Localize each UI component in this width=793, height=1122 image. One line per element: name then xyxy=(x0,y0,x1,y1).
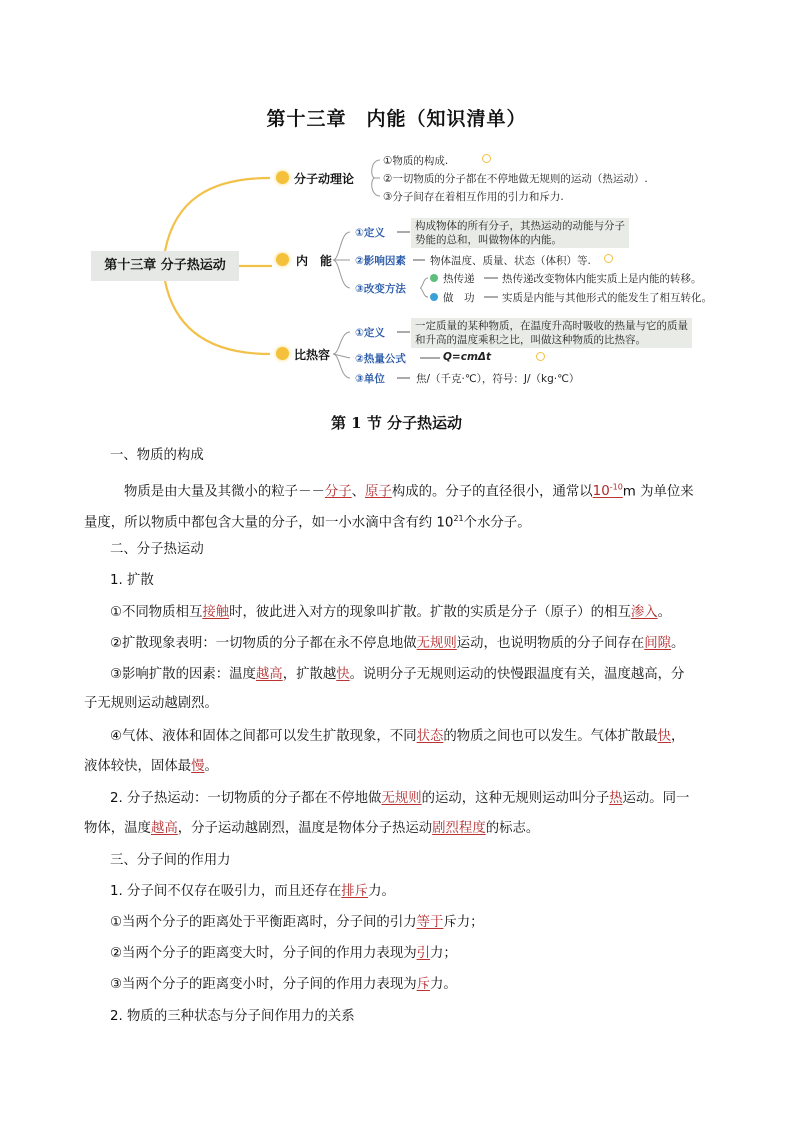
text: 液体较快，固体最 xyxy=(84,759,192,774)
underlined-answer: 引 xyxy=(416,946,430,961)
formula-text: Q=cmΔt xyxy=(443,351,492,363)
text: ， xyxy=(671,729,685,744)
definition-line: 和升高的温度乘积之比，叫做这种物质的比热容。 xyxy=(415,334,646,346)
factors-text: 物体温度、质量、状态（体积）等. xyxy=(430,255,591,267)
underlined-answer: 排斥 xyxy=(341,884,369,899)
underlined-answer: 越高 xyxy=(255,667,283,682)
text: 运动。同一 xyxy=(622,791,690,806)
bulb-icon xyxy=(276,253,289,266)
text: ②扩散现象表明：一切物质的分子都在永不停息地做 xyxy=(110,636,417,651)
section-title: 第 1 节 分子热运动 xyxy=(330,414,463,432)
paragraph-line: 2. 物质的三种状态与分子间作用力的关系 xyxy=(110,1009,355,1024)
text: 2. 分子热运动：一切物质的分子都在不停地做 xyxy=(110,791,382,806)
sub-definition: ①定义 xyxy=(355,227,385,239)
text: ，分子运动越剧烈，温度是物体分子热运动 xyxy=(177,821,433,836)
text: 的标志。 xyxy=(485,821,540,836)
definition-box xyxy=(411,218,629,248)
text: ③影响扩散的因素：温度 xyxy=(110,667,256,682)
text: 1. 分子间不仅存在吸引力，而且还存在 xyxy=(110,884,342,899)
text: ，扩散越 xyxy=(282,667,337,682)
text: 运动，也说明物质的分子间存在 xyxy=(456,636,645,651)
heading-1: 一、物质的构成 xyxy=(110,448,204,463)
heading-2: 二、分子热运动 xyxy=(110,542,204,557)
paragraph-line xyxy=(110,944,740,964)
circle-icon xyxy=(604,254,613,263)
sub-definition: ①定义 xyxy=(355,327,385,339)
text: m 为单位来 xyxy=(622,484,694,500)
text: ②当两个分子的距离变大时，分子间的作用力表现为 xyxy=(110,946,417,961)
text: 的运动，这种无规则运动叫分子 xyxy=(421,791,610,806)
paragraph-line xyxy=(110,727,740,747)
paragraph-line xyxy=(84,509,714,533)
underlined-answer: 间隙 xyxy=(644,636,672,651)
unit-text: 焦/（千克·℃），符号：J/（kg·℃） xyxy=(416,373,580,385)
circle-icon xyxy=(536,352,545,361)
underlined-answer: 越高 xyxy=(150,821,178,836)
text: 物体，温度 xyxy=(84,821,151,836)
branch-kinetic-theory: 分子动理论 xyxy=(294,172,355,186)
page-title: 第十三章 内能（知识清单） xyxy=(266,108,527,130)
underlined-answer: 热 xyxy=(609,791,623,806)
sub-factors: ②影响因素 xyxy=(355,255,406,267)
underlined-answer: 斥 xyxy=(416,977,430,992)
underlined-answer: 剧烈程度 xyxy=(432,821,486,836)
text: 时，彼此进入对方的现象叫扩散。扩散的实质是分子（原子）的相互 xyxy=(229,605,631,620)
paragraph-line xyxy=(110,603,740,623)
method-heat-transfer-text: 热传递改变物体内能实质上是内能的转移。 xyxy=(502,273,702,285)
mindmap-root: 第十三章 分子热运动 xyxy=(91,251,239,281)
text: 物质是由大量及其微小的粒子－－ xyxy=(124,484,325,500)
leaf-item: ③分子间存在着相互作用的引力和斥力. xyxy=(383,191,564,203)
underlined-answer xyxy=(593,484,623,499)
method-work: 做 功 xyxy=(443,292,475,304)
method-work-text: 实质是内能与其他形式的能发生了相互转化。 xyxy=(502,292,712,304)
definition-line: 构成物体的所有分子，其热运动的动能与分子 xyxy=(415,220,625,232)
paragraph-line xyxy=(84,757,714,777)
bulb-icon xyxy=(276,347,289,360)
underlined-answer: 分子 xyxy=(324,484,352,500)
definition-box xyxy=(411,318,692,348)
leaf-item: ①物质的构成. xyxy=(383,155,449,167)
paragraph-line xyxy=(110,634,740,654)
dot-icon xyxy=(430,274,438,282)
underlined-answer: 快 xyxy=(657,729,672,744)
mindmap xyxy=(0,140,793,400)
text: 。说明分子无规则运动的快慢跟温度有关，温度越高，分 xyxy=(349,667,685,682)
underlined-answer: 状态 xyxy=(416,729,444,744)
sub-change-methods: ③改变方法 xyxy=(355,283,406,295)
underlined-answer: 渗入 xyxy=(630,605,658,620)
definition-line: 一定质量的某种物质，在温度升高时吸收的热量与它的质量 xyxy=(415,320,688,332)
underlined-answer: 等于 xyxy=(416,915,444,930)
sub-formula: ②热量公式 xyxy=(355,353,406,365)
text: 力； xyxy=(430,946,457,961)
leaf-item: ②一切物质的分子都在不停地做无规则的运动（热运动）. xyxy=(383,173,648,185)
underlined-answer: 无规则 xyxy=(381,791,422,806)
heading-3: 三、分子间的作用力 xyxy=(110,853,231,868)
method-heat-transfer: 热传递 xyxy=(443,273,475,285)
text: 。 xyxy=(671,636,685,651)
text: 个水分子。 xyxy=(463,515,531,531)
text: ①当两个分子的距离处于平衡距离时，分子间的引力 xyxy=(110,915,417,930)
text: 、 xyxy=(351,484,366,500)
text: 斥力； xyxy=(443,915,484,930)
paragraph-line xyxy=(110,665,740,685)
paragraph-line xyxy=(110,882,740,902)
underlined-answer: 慢 xyxy=(191,759,205,774)
text: 力。 xyxy=(430,977,457,992)
underlined-answer: 接触 xyxy=(202,605,230,620)
superscript: -10 xyxy=(609,483,623,492)
branch-specific-heat: 比热容 xyxy=(294,348,331,362)
sub-unit: ③单位 xyxy=(355,373,385,385)
text: ④气体、液体和固体之间都可以发生扩散现象，不同 xyxy=(110,729,417,744)
text: 10 xyxy=(592,484,610,500)
text: 。 xyxy=(204,759,218,774)
paragraph-line xyxy=(124,478,754,502)
paragraph-line xyxy=(84,819,714,839)
definition-line: 势能的总和，叫做物体的内能。 xyxy=(415,234,562,246)
text: ③当两个分子的距离变小时，分子间的作用力表现为 xyxy=(110,977,417,992)
text: 的物质之间也可以发生。气体扩散最 xyxy=(443,729,658,744)
paragraph-line xyxy=(110,975,740,995)
branch-internal-energy: 内 能 xyxy=(296,254,333,268)
dot-icon xyxy=(430,293,438,301)
paragraph-line: 子无规则运动越剧烈。 xyxy=(84,696,218,711)
text: 力。 xyxy=(368,884,395,899)
paragraph-line xyxy=(110,913,740,933)
text: 。 xyxy=(657,605,672,620)
subheading: 1. 扩散 xyxy=(110,573,154,588)
paragraph-line xyxy=(110,789,740,809)
text: 构成的。分子的直径很小，通常以 xyxy=(391,484,593,500)
underlined-answer: 原子 xyxy=(365,484,392,500)
text: 量度，所以物质中都包含大量的分子，如一小水滴中含有约 10 xyxy=(84,515,454,531)
circle-icon xyxy=(482,154,491,163)
underlined-answer: 快 xyxy=(336,667,350,682)
underlined-answer: 无规则 xyxy=(416,636,457,651)
superscript: 21 xyxy=(453,514,464,523)
bulb-icon xyxy=(276,171,289,184)
text: ①不同物质相互 xyxy=(110,605,203,620)
